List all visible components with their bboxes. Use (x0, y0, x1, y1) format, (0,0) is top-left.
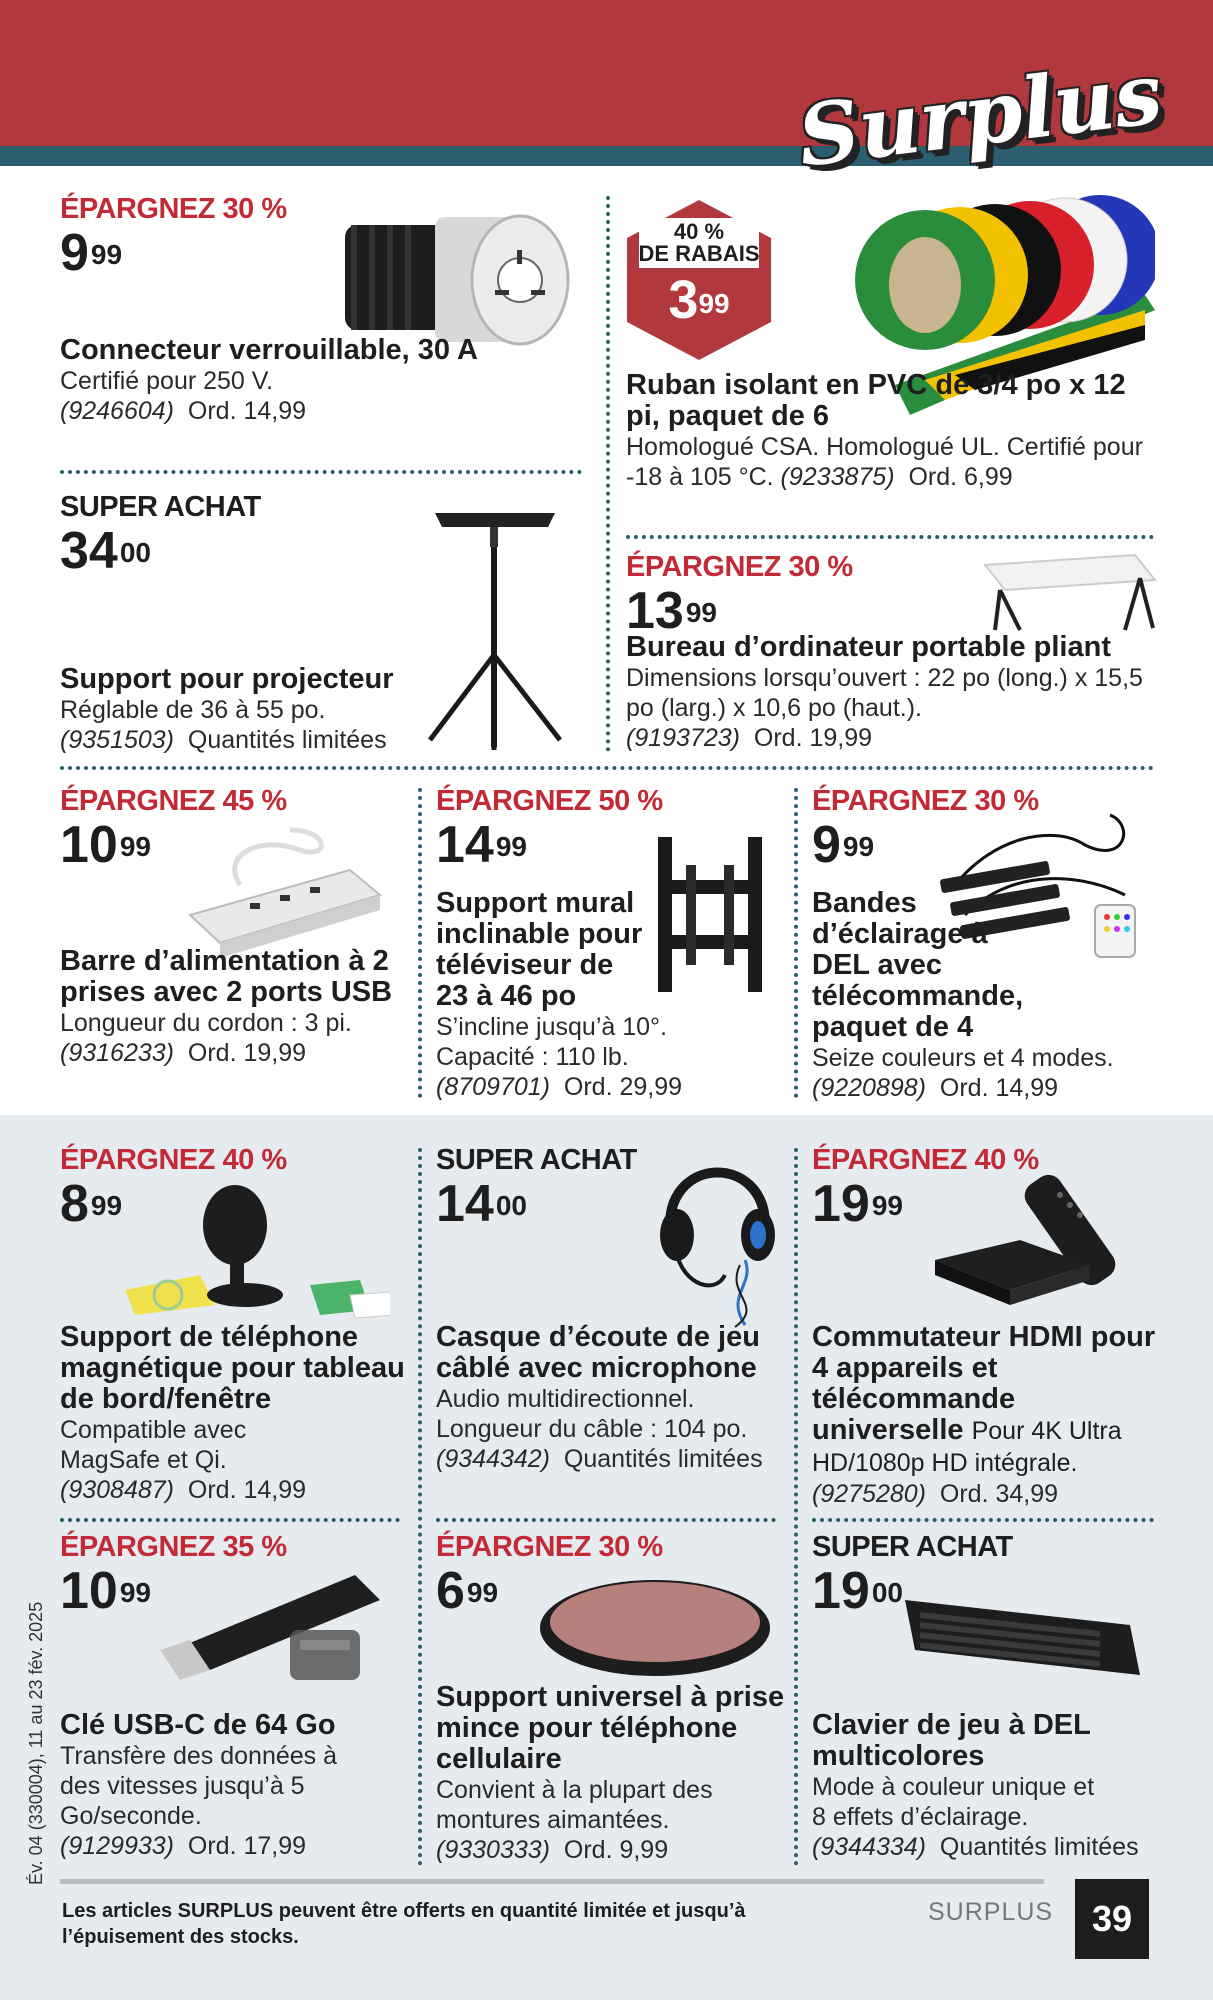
usb-c-drive-image (155, 1555, 395, 1695)
super-deal-tag: SUPER ACHAT (436, 1144, 637, 1176)
product-info (626, 370, 1154, 492)
product-description: Réglable de 36 à 55 po. (9351503) Quantités limitées (60, 696, 387, 754)
logo-text: Surplus (792, 43, 1168, 186)
sku: (9233875) (780, 463, 895, 491)
regular-price: Ord. 19,99 (753, 724, 873, 752)
regular-price: Ord. 17,99 (187, 1832, 307, 1860)
product-info (626, 632, 1154, 753)
product-title: Ruban isolant en PVC de 3/4 po x 12 pi, paquet de 6 (626, 369, 1126, 432)
product-description: Homologué CSA. Homologué UL. Certifié pour -18 à 105 °C. (9233875) Ord. 6,99 (626, 433, 1143, 491)
product-description: Compatible avec MagSafe et Qi. (9308487) Ord. 14,99 (60, 1416, 307, 1504)
regular-price: Ord. 14,99 (187, 397, 307, 425)
regular-price: Ord. 6,99 (908, 463, 1013, 491)
product-sku-line (812, 1479, 1157, 1509)
product-info (436, 1322, 786, 1474)
locking-connector-image (335, 195, 585, 355)
product-description: Transfère des données à des vitesses jusqu’à 5 Go/seconde. (9129933) Ord. 17,99 (60, 1742, 338, 1860)
product-title: Casque d’écoute de jeu câblé avec microphone (436, 1321, 760, 1384)
product-title: Support de téléphone magnétique pour tableau de bord/fenêtre (60, 1321, 405, 1415)
price: $34^{00}$ (60, 522, 151, 580)
divider (812, 1518, 1154, 1522)
product-description: Convient à la plupart des montures aimantées. (9330333) Ord. 9,99 (436, 1776, 713, 1864)
price: $13^{99}$ (626, 582, 717, 640)
badge-percent: 40 % (673, 219, 725, 244)
product-description: Seize couleurs et 4 modes. (9220898) Ord. 14,99 (812, 1044, 1114, 1102)
discount-tag: ÉPARGNEZ 30 % (60, 193, 287, 225)
product-title: Clé USB-C de 64 Go (60, 1709, 336, 1741)
phone-grip-image (535, 1570, 775, 1680)
regular-price: Ord. 29,99 (563, 1073, 683, 1101)
product-description: Certifié pour 250 V. (9246604) Ord. 14,99 (60, 367, 307, 425)
product-description: Mode à couleur unique et 8 effets d’éclairage. (9344334) Quantités limitées (812, 1773, 1139, 1861)
sku: (9308487) (60, 1476, 174, 1504)
price: $19^{99}$ (812, 1175, 903, 1233)
product-title: Barre d’alimentation à 2 prises avec 2 ports USB (60, 945, 393, 1008)
price: $9^{99}$ (812, 816, 875, 874)
super-deal-tag: SUPER ACHAT (812, 1531, 1013, 1563)
regular-price: Ord. 9,99 (563, 1836, 669, 1864)
product-description: Longueur du cordon : 3 pi. (9316233) Ord. 19,99 (60, 1009, 352, 1067)
power-bar-image (180, 815, 390, 965)
footer-divider (60, 1879, 1044, 1884)
sku: (9330333) (436, 1836, 550, 1864)
discount-tag: ÉPARGNEZ 45 % (60, 785, 287, 817)
product-info (812, 1710, 1157, 1862)
product-info (436, 1682, 786, 1865)
divider (60, 470, 582, 474)
discount-tag: ÉPARGNEZ 30 % (436, 1531, 663, 1563)
discount-tag: ÉPARGNEZ 40 % (60, 1144, 287, 1176)
sku: (9275280) (812, 1480, 926, 1508)
divider (418, 1148, 422, 1866)
discount-tag: ÉPARGNEZ 40 % (812, 1144, 1039, 1176)
product-description: S’incline jusqu’à 10°. Capacité : 110 lb. (8709701) Ord. 29,99 (436, 1013, 683, 1101)
sku: (9220898) (812, 1074, 926, 1102)
product-title: Support pour projecteur (60, 663, 394, 695)
regular-price: Ord. 14,99 (187, 1476, 307, 1504)
product-title: Connecteur verrouillable, 30 A (60, 334, 478, 366)
page-number: 39 (1075, 1879, 1149, 1959)
discount-tag: ÉPARGNEZ 35 % (60, 1531, 287, 1563)
discount-tag: ÉPARGNEZ 30 % (626, 551, 853, 583)
price: $9^{99}$ (60, 224, 123, 282)
hdmi-switch-image (930, 1165, 1155, 1315)
sku: (9316233) (60, 1039, 174, 1067)
discount-badge-text (623, 198, 775, 363)
product-title: Bandes d’éclairage à DEL avec télécommande, paquet de 4 (812, 887, 1024, 1043)
divider (606, 196, 610, 752)
sku: (8709701) (436, 1073, 550, 1101)
price: $10^{99}$ (60, 816, 151, 874)
product-description: Dimensions lorsqu’ouvert : 22 po (long.) x 15,5 po (larg.) x 10,6 po (haut.). (9193723) Ord. 19,99 (626, 664, 1143, 752)
price: $6^{99}$ (436, 1562, 499, 1620)
regular-price: Quantités limitées (939, 1833, 1139, 1861)
price: $14^{99}$ (436, 816, 527, 874)
regular-price: Quantités limitées (187, 726, 387, 754)
badge-price: $3^{99}$ (668, 270, 730, 330)
product-title: Clavier de jeu à DEL multicolores (812, 1709, 1091, 1772)
divider (418, 788, 422, 1098)
price: $14^{00}$ (436, 1175, 527, 1233)
discount-tag: ÉPARGNEZ 50 % (436, 785, 663, 817)
product-info (60, 1322, 410, 1505)
regular-price: Quantités limitées (563, 1445, 763, 1473)
price: $10^{99}$ (60, 1562, 151, 1620)
magnetic-phone-holder-image (120, 1180, 390, 1320)
product-title: Support mural inclinable pour téléviseur de 23 à 46 po (436, 887, 643, 1012)
sku: (9351503) (60, 726, 174, 754)
product-title: Bureau d’ordinateur portable pliant (626, 631, 1111, 663)
divider (60, 766, 1154, 770)
price: $19^{00}$ (812, 1562, 903, 1620)
sku: (9246604) (60, 397, 174, 425)
footer-note: Les articles SURPLUS peuvent être offerts en quantité limitée et jusqu’à l’épuisement des stocks. (62, 1900, 746, 1948)
sku: (9129933) (60, 1832, 174, 1860)
sku: (9193723) (626, 724, 740, 752)
regular-price: Ord. 14,99 (939, 1074, 1059, 1102)
product-description: Audio multidirectionnel. Longueur du câble : 104 po. (9344342) Quantités limitées (436, 1385, 763, 1473)
laptop-desk-image (975, 550, 1160, 640)
product-info (812, 1322, 1157, 1509)
product-title: Commutateur HDMI pour 4 appareils et télécommande universelle Pour 4K Ultra HD/1080p HD intégrale. (812, 1321, 1156, 1477)
divider (436, 1518, 776, 1522)
regular-price: Ord. 19,99 (187, 1039, 307, 1067)
price: $8^{99}$ (60, 1175, 123, 1233)
divider (60, 1518, 400, 1522)
product-info (60, 946, 410, 1068)
product-description: Pour 4K Ultra HD/1080p HD intégrale. (812, 1417, 1122, 1477)
flyer-reference: Év. 04 (330004), 11 au 23 fév. 2025 (26, 1601, 46, 1885)
product-title: Support universel à prise mince pour téléphone cellulaire (436, 1681, 785, 1775)
gaming-keyboard-image (900, 1585, 1145, 1685)
discount-tag: ÉPARGNEZ 30 % (812, 785, 1039, 817)
badge-label: DE RABAIS (638, 241, 760, 266)
product-info (60, 335, 580, 426)
gaming-headset-image (655, 1145, 780, 1330)
product-info (436, 888, 786, 1102)
product-info (812, 888, 1157, 1103)
divider (794, 1148, 798, 1866)
product-info (60, 664, 580, 755)
sku: (9344342) (436, 1445, 550, 1473)
sku: (9344334) (812, 1833, 926, 1861)
super-deal-tag: SUPER ACHAT (60, 491, 261, 523)
product-info (60, 1710, 410, 1861)
section-label: SURPLUS (928, 1898, 1054, 1926)
divider (626, 535, 1154, 539)
divider (794, 788, 798, 1098)
regular-price: Ord. 34,99 (939, 1480, 1059, 1508)
